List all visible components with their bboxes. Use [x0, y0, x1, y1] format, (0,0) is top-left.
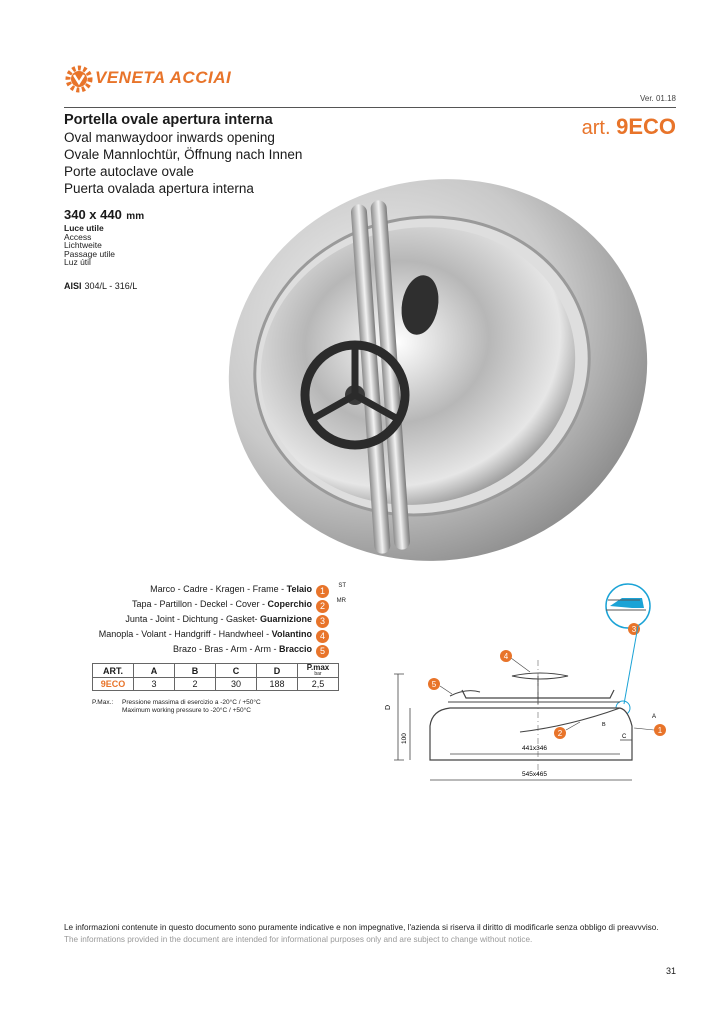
pmax-note-label: P.Max.: [92, 699, 114, 706]
table-cell: 3 [134, 678, 175, 691]
size-value: 340 x 440 [64, 207, 122, 222]
gear-icon [64, 64, 94, 94]
table-header: ART. [93, 664, 134, 678]
brand-name: VENETA ACCIAI [95, 68, 232, 87]
access-label-it: Luce utile [64, 223, 104, 233]
material-spec [64, 281, 137, 291]
title-french: Porte autoclave ovale [64, 164, 194, 179]
pmax-header: P.max [306, 663, 330, 672]
article-number: 9ECO [616, 114, 676, 139]
table-header: B [175, 664, 216, 678]
disclaimer-italian: Le informazioni contenute in questo documento sono puramente indicative e non impegnative, l'azienda si riserva il diritto di modificarle senza obbligo di preavvviso. [64, 923, 659, 932]
legend-bold: Volantino [271, 629, 312, 639]
pmax-note-line1: Pressione massima di esercizio a -20°C / +50°C [122, 699, 261, 706]
table-cell: 188 [257, 678, 298, 691]
legend-item-cover [60, 599, 350, 614]
legend-number-badge: 4 [316, 630, 329, 643]
title-german: Ovale Mannlochtür, Öffnung nach Innen [64, 147, 303, 162]
frame-profile [430, 708, 632, 760]
size-unit: mm [126, 211, 145, 222]
legend-bold: Telaio [286, 584, 312, 594]
legend-number-badge: 3 [316, 615, 329, 628]
callout-number: 3 [631, 625, 637, 634]
legend-number-badge: 1 [316, 585, 329, 598]
pmax-note [92, 699, 261, 715]
callout-number: 1 [657, 726, 663, 735]
callout-badge-1 [634, 724, 666, 736]
material-value: 304/L - 316/L [84, 281, 138, 291]
dim-b-label: B [602, 722, 606, 728]
spec-table [92, 663, 339, 691]
access-label-de: Lichtweite [64, 240, 102, 250]
table-header: C [216, 664, 257, 678]
legend-number-badge: 5 [316, 645, 329, 658]
table-header-row [93, 664, 339, 678]
size-block [64, 206, 144, 267]
pmax-note-line2: Maximum working pressure to -20°C / +50°C [122, 707, 251, 714]
dim-d-label: D [385, 704, 392, 710]
access-label-es: Luz útil [64, 257, 91, 267]
technical-drawing [370, 578, 670, 793]
table-cell: 9ECO [93, 678, 134, 691]
dim-a-label: A [652, 714, 657, 720]
callout-leader [624, 626, 638, 704]
dim-c-label: C [622, 734, 627, 740]
legend-bold: Coperchio [267, 599, 312, 609]
callout-badge-4 [500, 650, 530, 672]
legend-number-badge: 2 [316, 600, 329, 613]
legend-text: Manopla - Volant - Handgriff - Handwheel - [98, 629, 272, 639]
table-header: A [134, 664, 175, 678]
callout-number: 2 [557, 729, 563, 738]
table-cell: 30 [216, 678, 257, 691]
callout-number: 4 [503, 652, 509, 661]
title-spanish: Puerta ovalada apertura interna [64, 181, 254, 196]
product-photo [200, 170, 650, 580]
table-row [93, 678, 339, 691]
header-divider [64, 107, 676, 108]
legend-item-handwheel [60, 629, 350, 644]
legend-item-gasket [60, 614, 350, 629]
handwheel-profile [512, 673, 568, 679]
dim-100-label: 100 [401, 733, 408, 744]
access-label-en: Access [64, 231, 92, 242]
legend-text: Marco - Cadre - Kragen - Frame - [150, 584, 287, 594]
legend-text: Junta - Joint - Dichtung - Gasket- [125, 614, 260, 624]
material-code: MR [336, 598, 346, 604]
legend-bold: Guarnizione [259, 614, 312, 624]
page-number: 31 [665, 966, 676, 976]
pmax-unit: bar [314, 671, 322, 677]
legend-bold: Braccio [278, 644, 312, 654]
version-label: Ver. 01.18 [639, 94, 676, 103]
table-cell: 2 [175, 678, 216, 691]
legend-text: Brazo - Bras - Arm - Arm - [172, 644, 279, 654]
legend-text: Tapa - Partillon - Deckel - Cover - [131, 599, 268, 609]
table-header-pmax [298, 664, 339, 678]
article-code [582, 114, 676, 140]
article-prefix: art. [581, 117, 611, 139]
material-code: ST [338, 583, 346, 589]
material-label: AISI [64, 281, 82, 291]
dim-inner-label: 441x346 [522, 745, 547, 752]
title-english: Oval manwaydoor inwards opening [64, 130, 275, 145]
legend-item-frame [60, 584, 350, 599]
title-italian: Portella ovale apertura interna [64, 112, 273, 128]
table-header: D [257, 664, 298, 678]
callout-number: 5 [431, 680, 437, 689]
legend-item-arm [60, 644, 350, 659]
disclaimer [64, 922, 684, 946]
callout-badge-5 [428, 678, 452, 694]
table-cell: 2,5 [298, 678, 339, 691]
dim-outer-label: 545x465 [522, 771, 547, 778]
disclaimer-english: The informations provided in the document are intended for informational purposes only and are subject to change without notice. [64, 935, 533, 944]
component-legend [60, 584, 350, 659]
access-label-fr: Passage utile [64, 248, 116, 259]
